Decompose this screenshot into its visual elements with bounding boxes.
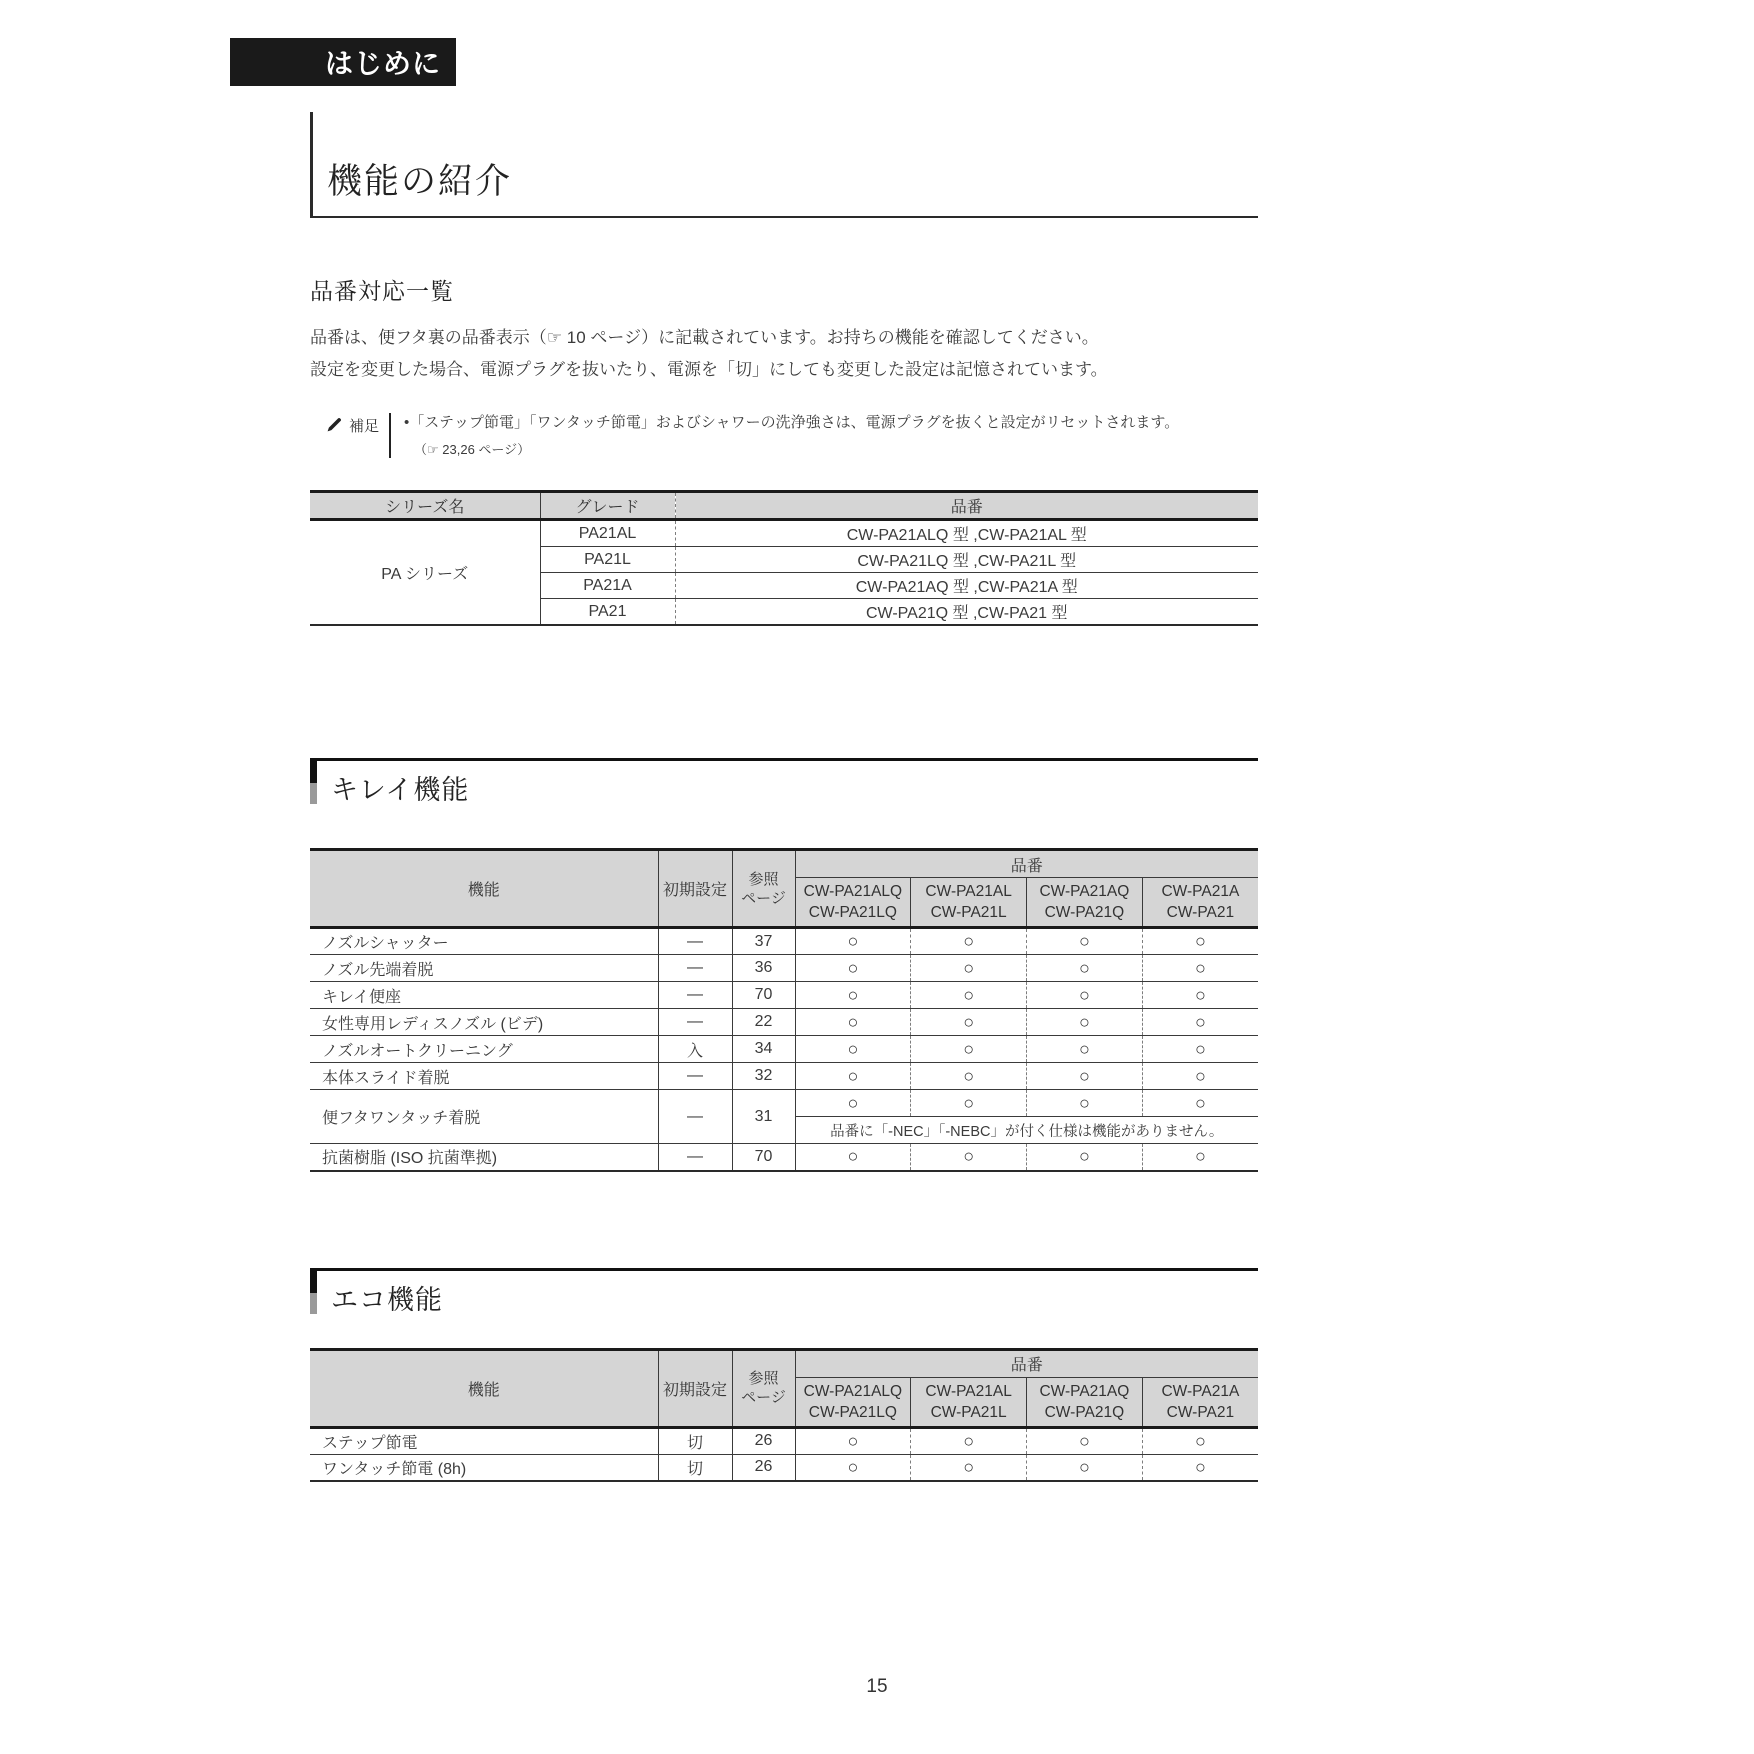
circle-mark: ○ (1142, 1427, 1258, 1454)
exception-note-cell: 品番に「-NEC」「-NEBC」が付く仕様は機能がありません。 (795, 1117, 1258, 1144)
circle-mark: ○ (1027, 1036, 1143, 1063)
circle-mark: ○ (1027, 955, 1143, 982)
circle-mark: ○ (911, 1427, 1027, 1454)
models-cell: CW-PA21Q 型 ,CW-PA21 型 (675, 599, 1258, 626)
column-header-grade: グレード (540, 492, 675, 520)
content-column (310, 112, 1258, 1482)
table-row (310, 1036, 1258, 1063)
pencil-icon (326, 416, 343, 433)
series-name-cell: PA シリーズ (310, 520, 540, 626)
chapter-banner: はじめに (230, 38, 456, 86)
circle-mark: ○ (911, 1144, 1027, 1171)
circle-mark: ○ (795, 1454, 911, 1481)
circle-mark: ○ (911, 955, 1027, 982)
note-text: •「ステップ節電」「ワンタッチ節電」およびシャワーの洗浄強さは、電源プラグを抜くと設定がリセットされます。 (404, 414, 1180, 431)
body-text-line: 品番は、便フタ裏の品番表示（☞ 10 ページ）に記載されています。お持ちの機能を確認してください。 (310, 328, 1099, 347)
table-row (310, 1090, 1258, 1117)
circle-mark: ○ (795, 955, 911, 982)
circle-mark: ○ (1142, 928, 1258, 955)
table-row (310, 1009, 1258, 1036)
page-cell: 31 (732, 1090, 795, 1144)
table-row (310, 955, 1258, 982)
circle-mark: ○ (1142, 982, 1258, 1009)
circle-mark: ○ (795, 928, 911, 955)
section-heading-kirei (310, 758, 1258, 814)
column-header-model: CW-PA21AQ CW-PA21Q (1027, 878, 1143, 928)
grade-cell: PA21A (540, 573, 675, 599)
column-header-model: CW-PA21AL CW-PA21L (911, 1377, 1027, 1427)
table-row (310, 982, 1258, 1009)
note-page-ref: （☞ 23,26 ページ） (414, 442, 531, 457)
series-table (310, 490, 1258, 626)
circle-mark: ○ (1027, 1454, 1143, 1481)
function-cell: ステップ節電 (310, 1427, 658, 1454)
grade-cell: PA21L (540, 547, 675, 573)
default-cell: ― (658, 982, 732, 1009)
column-header-model: CW-PA21AQ CW-PA21Q (1027, 1377, 1143, 1427)
circle-mark: ○ (911, 1009, 1027, 1036)
default-cell: 切 (658, 1454, 732, 1481)
page-cell: 22 (732, 1009, 795, 1036)
circle-mark: ○ (795, 1427, 911, 1454)
column-header-page: 参照 ページ (732, 850, 795, 928)
circle-mark: ○ (1142, 1090, 1258, 1117)
circle-mark: ○ (911, 1454, 1027, 1481)
column-header-function: 機能 (310, 1349, 658, 1427)
column-header-model: CW-PA21A CW-PA21 (1142, 878, 1258, 928)
models-cell: CW-PA21LQ 型 ,CW-PA21L 型 (675, 547, 1258, 573)
column-header-series: シリーズ名 (310, 492, 540, 520)
circle-mark: ○ (795, 1144, 911, 1171)
circle-mark: ○ (1142, 1063, 1258, 1090)
column-header-model: CW-PA21A CW-PA21 (1142, 1377, 1258, 1427)
column-header-default: 初期設定 (658, 850, 732, 928)
column-header-function: 機能 (310, 850, 658, 928)
circle-mark: ○ (911, 982, 1027, 1009)
column-header-model: CW-PA21AL CW-PA21L (911, 878, 1027, 928)
section-heading-bar (310, 761, 317, 804)
function-cell: 便フタワンタッチ着脱 (310, 1090, 658, 1144)
page-cell: 70 (732, 982, 795, 1009)
default-cell: 切 (658, 1427, 732, 1454)
page-cell: 26 (732, 1454, 795, 1481)
circle-mark: ○ (1027, 1063, 1143, 1090)
grade-cell: PA21AL (540, 520, 675, 547)
column-header-models-group: 品番 (795, 850, 1258, 878)
table-row (310, 1144, 1258, 1171)
function-cell: ノズル先端着脱 (310, 955, 658, 982)
circle-mark: ○ (795, 1036, 911, 1063)
body-text-line: 設定を変更した場合、電源プラグを抜いたり、電源を「切」にしても変更した設定は記憶されています。 (310, 360, 1108, 379)
default-cell: ― (658, 1063, 732, 1090)
function-cell: ノズルシャッター (310, 928, 658, 955)
default-cell: ― (658, 1009, 732, 1036)
circle-mark: ○ (1027, 1427, 1143, 1454)
circle-mark: ○ (1142, 1144, 1258, 1171)
default-cell: ― (658, 928, 732, 955)
circle-mark: ○ (795, 1063, 911, 1090)
table-row (310, 1063, 1258, 1090)
circle-mark: ○ (1027, 1144, 1143, 1171)
function-cell: 抗菌樹脂 (ISO 抗菌準拠) (310, 1144, 658, 1171)
circle-mark: ○ (911, 1063, 1027, 1090)
section-heading-eco (310, 1268, 1258, 1324)
section-heading-bar (310, 1271, 317, 1314)
circle-mark: ○ (1027, 982, 1143, 1009)
circle-mark: ○ (1142, 955, 1258, 982)
column-header-model: CW-PA21ALQ CW-PA21LQ (795, 878, 911, 928)
kirei-feature-table (310, 848, 1258, 1172)
note-body (404, 413, 1179, 458)
column-header-models-group: 品番 (795, 1349, 1258, 1377)
circle-mark: ○ (1142, 1009, 1258, 1036)
section-heading-label: エコ機能 (331, 1284, 443, 1315)
section-heading-label: キレイ機能 (331, 775, 470, 805)
circle-mark: ○ (795, 1090, 911, 1117)
column-header-models: 品番 (675, 492, 1258, 520)
page-cell: 37 (732, 928, 795, 955)
page-cell: 32 (732, 1063, 795, 1090)
function-cell: キレイ便座 (310, 982, 658, 1009)
page-cell: 26 (732, 1427, 795, 1454)
default-cell: ― (658, 955, 732, 982)
circle-mark: ○ (795, 1009, 911, 1036)
default-cell: ― (658, 1144, 732, 1171)
circle-mark: ○ (1142, 1036, 1258, 1063)
eco-feature-table (310, 1348, 1258, 1483)
grade-cell: PA21 (540, 599, 675, 626)
function-cell: ノズルオートクリーニング (310, 1036, 658, 1063)
circle-mark: ○ (911, 1090, 1027, 1117)
note-label: 補足 (349, 418, 380, 435)
column-header-model: CW-PA21ALQ CW-PA21LQ (795, 1377, 911, 1427)
circle-mark: ○ (795, 982, 911, 1009)
circle-mark: ○ (911, 928, 1027, 955)
note-divider (389, 413, 391, 458)
page-cell: 34 (732, 1036, 795, 1063)
function-cell: 本体スライド着脱 (310, 1063, 658, 1090)
page-title: 機能の紹介 (327, 162, 513, 201)
table-row (310, 1454, 1258, 1481)
circle-mark: ○ (1027, 1009, 1143, 1036)
page-cell: 36 (732, 955, 795, 982)
title-block (310, 112, 1258, 218)
circle-mark: ○ (911, 1036, 1027, 1063)
function-cell: ワンタッチ節電 (8h) (310, 1454, 658, 1481)
circle-mark: ○ (1027, 928, 1143, 955)
default-cell: 入 (658, 1036, 732, 1063)
table-row (310, 928, 1258, 955)
column-header-page: 参照 ページ (732, 1349, 795, 1427)
intro-body (310, 322, 1258, 386)
circle-mark: ○ (1027, 1090, 1143, 1117)
default-cell: ― (658, 1090, 732, 1144)
supplement-note (326, 413, 1258, 458)
column-header-default: 初期設定 (658, 1349, 732, 1427)
models-cell: CW-PA21AQ 型 ,CW-PA21A 型 (675, 573, 1258, 599)
section-heading-model-list: 品番対応一覧 (310, 278, 454, 304)
circle-mark: ○ (1142, 1454, 1258, 1481)
function-cell: 女性専用レディスノズル (ビデ) (310, 1009, 658, 1036)
page-cell: 70 (732, 1144, 795, 1171)
table-row (310, 520, 1258, 547)
table-row (310, 1427, 1258, 1454)
models-cell: CW-PA21ALQ 型 ,CW-PA21AL 型 (675, 520, 1258, 547)
page-number: 15 (866, 1676, 888, 1697)
